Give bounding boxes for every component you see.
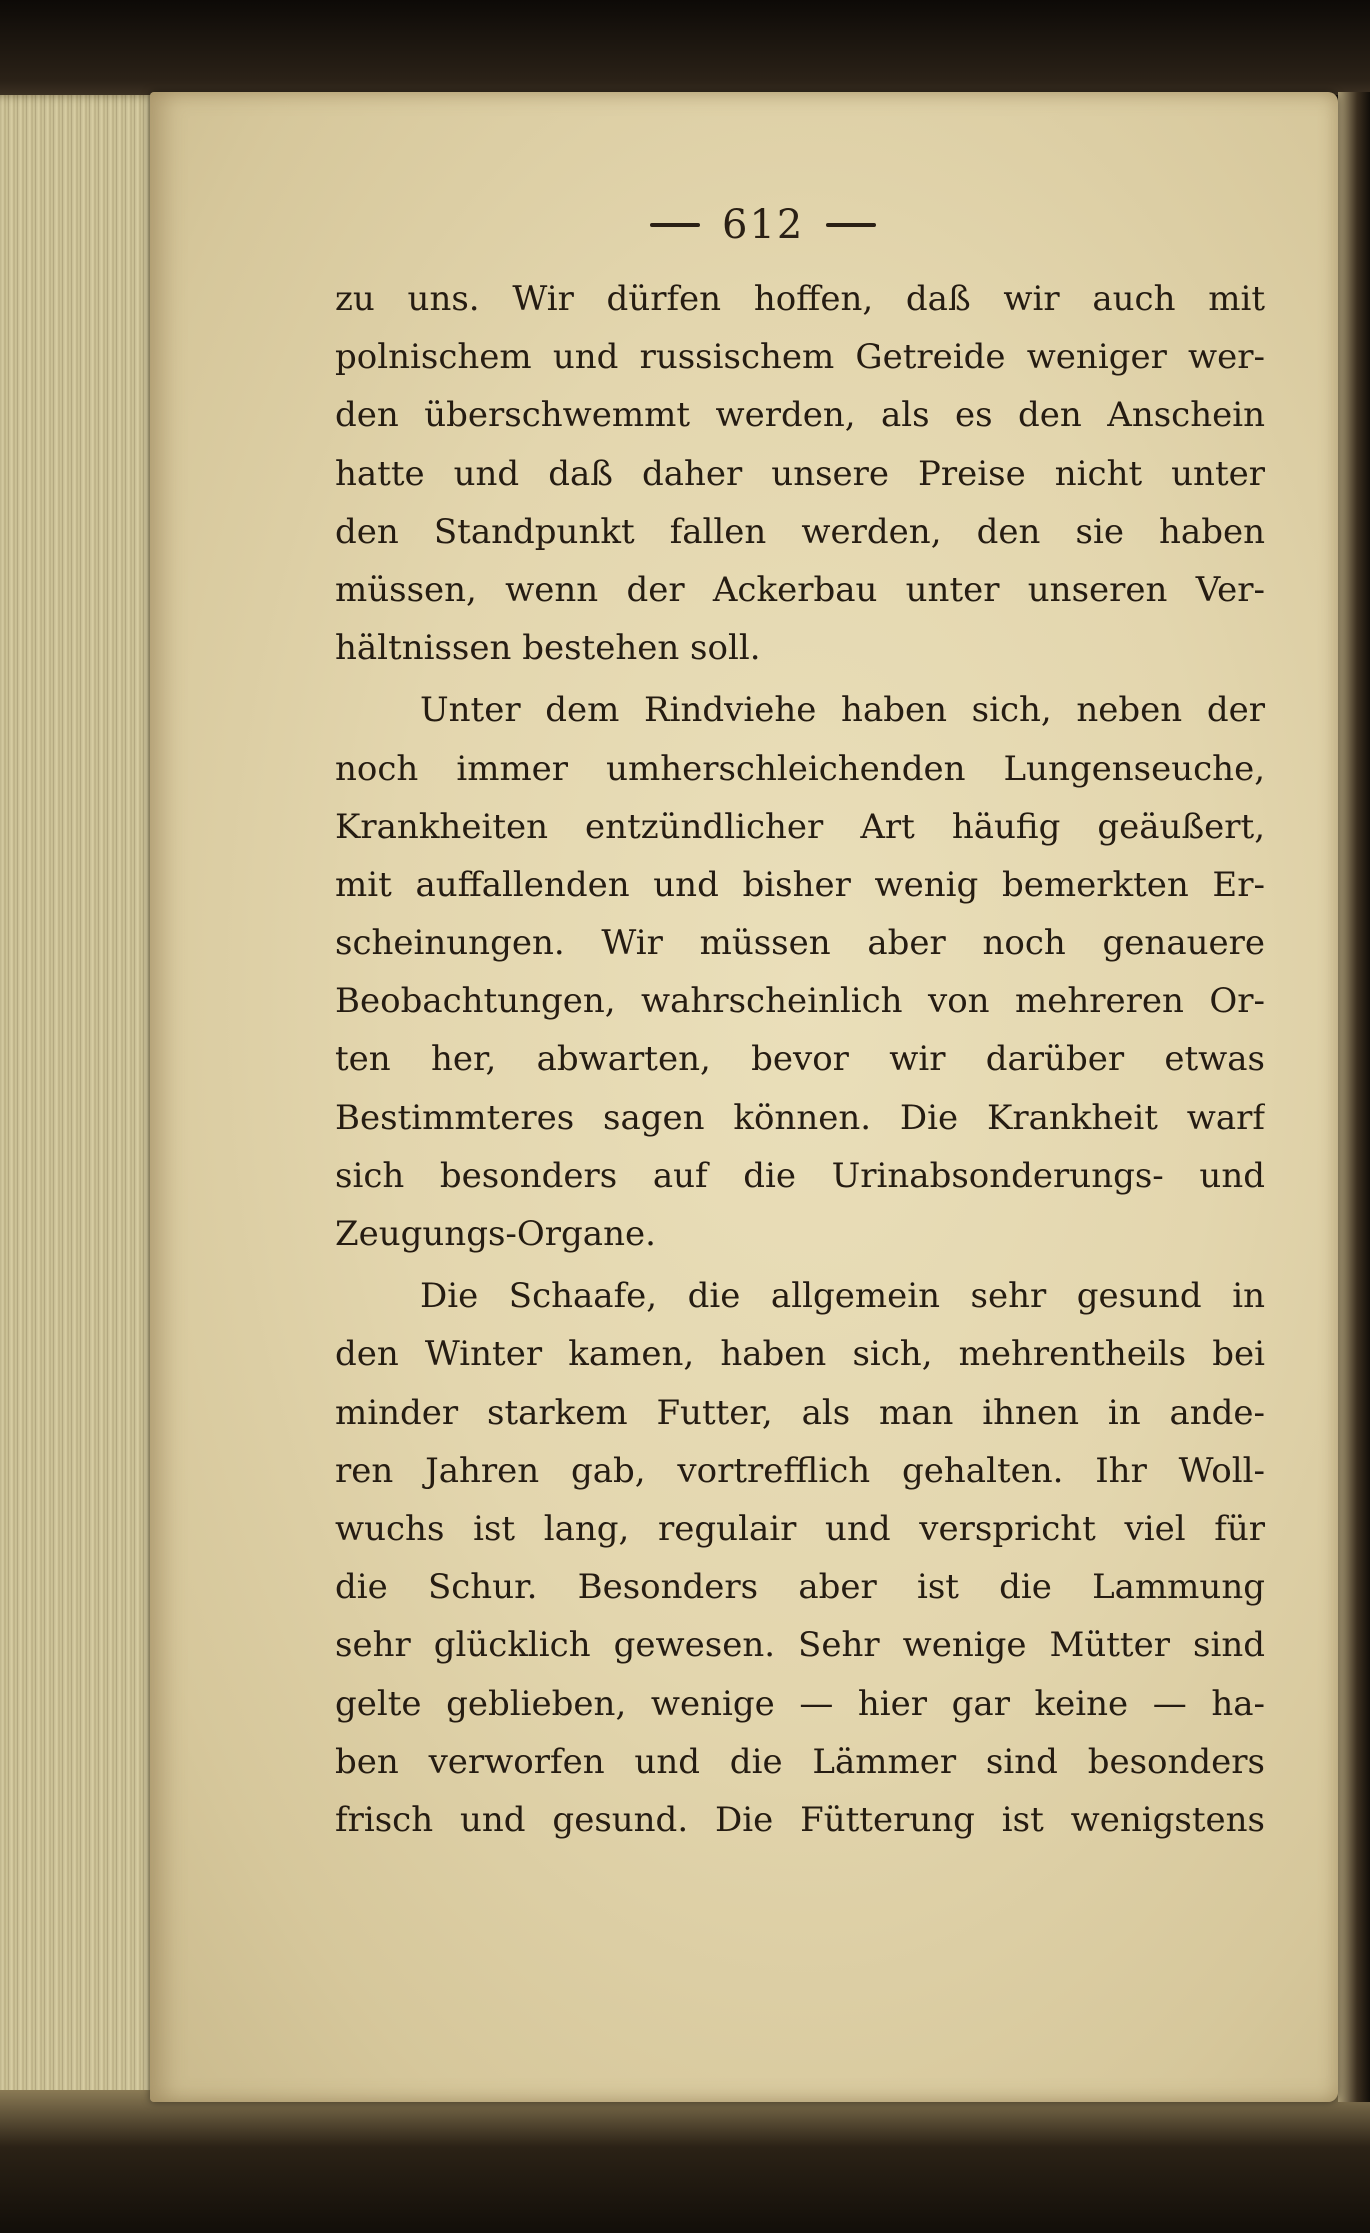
text-line: frisch und gesund. Die Fütterung ist wenigstens	[335, 1799, 1265, 1840]
text-line: mit auffallenden und bisher wenig bemerkten Er-	[335, 864, 1265, 905]
text-line: ten her, abwarten, bevor wir darüber etwas	[335, 1039, 1265, 1080]
text-line: Bestimmteres sagen können. Die Krankheit warf	[335, 1097, 1265, 1138]
text-line: Beobachtungen, wahrscheinlich von mehreren Or-	[335, 981, 1265, 1022]
text-line: hältnissen bestehen soll.	[335, 628, 761, 669]
text-line: scheinungen. Wir müssen aber noch genauere	[335, 923, 1265, 964]
header-dash-left	[650, 223, 700, 227]
text-line: minder starkem Futter, als man ihnen in ande-	[335, 1392, 1265, 1433]
text-line: zu uns. Wir dürfen hoffen, daß wir auch mit	[335, 279, 1265, 319]
text-line: sehr glücklich gewesen. Sehr wenige Mütter sind	[335, 1625, 1265, 1666]
text-line: Die Schaafe, die allgemein sehr gesund in	[420, 1276, 1265, 1317]
text-line: wuchs ist lang, regulair und verspricht viel für	[335, 1508, 1265, 1549]
text-line: den Winter kamen, haben sich, mehrentheils bei	[335, 1334, 1265, 1375]
text-line: Unter dem Rindviehe haben sich, neben der	[420, 690, 1265, 731]
text-line: den Standpunkt fallen werden, den sie haben	[335, 511, 1265, 552]
book-cover-right	[1338, 92, 1370, 2102]
text-line: Krankheiten entzündlicher Art häufig geäußert,	[335, 806, 1265, 847]
text-line: hatte und daß daher unsere Preise nicht unter	[335, 453, 1265, 494]
text-line: ren Jahren gab, vortrefflich gehalten. Ihr Woll-	[335, 1450, 1265, 1491]
page-number: 612	[722, 202, 805, 248]
text-line: den überschwemmt werden, als es den Anschein	[335, 395, 1265, 436]
book-cover-top	[0, 0, 1370, 95]
text-line: sich besonders auf die Urinabsonderungs- und	[335, 1155, 1265, 1196]
text-line: ben verworfen und die Lämmer sind besonders	[335, 1741, 1265, 1782]
text-line: müssen, wenn der Ackerbau unter unseren Ver-	[335, 569, 1265, 610]
text-line: noch immer umherschleichenden Lungenseuche,	[335, 748, 1265, 789]
page-header	[650, 200, 950, 250]
text-line: Zeugungs-Organe.	[335, 1214, 656, 1254]
book-cover-bottom	[0, 2090, 1370, 2233]
page-block-edges	[0, 95, 160, 2140]
header-dash-right	[826, 223, 876, 227]
text-line: polnischem und russischem Getreide weniger wer-	[335, 337, 1265, 378]
text-line: die Schur. Besonders aber ist die Lammung	[335, 1567, 1265, 1608]
text-line: gelte geblieben, wenige — hier gar keine — ha-	[335, 1683, 1265, 1724]
body-text	[335, 270, 1265, 1849]
